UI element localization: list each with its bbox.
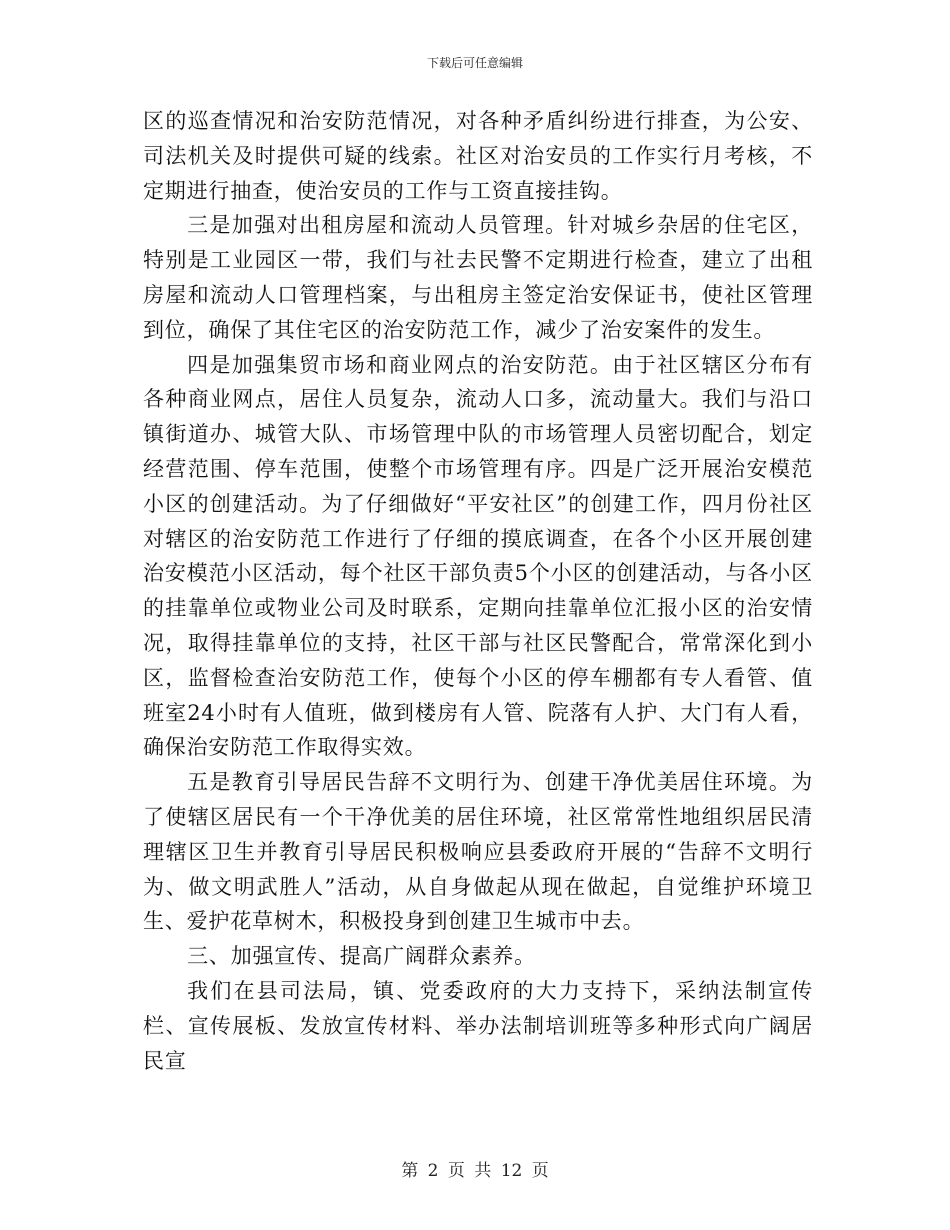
page-number: 第 2 页 共 12 页 xyxy=(401,1161,549,1181)
paragraph-3: 四是加强集贸市场和商业网点的治安防范。由于社区辖区分布有各种商业网点，居住人员复杂，流动人口多，流动量大。我们与沿口镇街道办、城管大队、市场管理中队的市场管理人员密切配合，划定经营范围、停车范围，使整个市场管理有序。四是广泛开展治安模范小区的创建活动。为了仔细做好“平安社区”的创建工作，四月份社区对辖区的治安防范工作进行了仔细的摸底调查，在各个小区开展创建治安模范小区活动，每个社区干部负责5个小区的创建活动，与各小区的挂靠单位或物业公司及时联系，定期向挂靠单位汇报小区的治安情况，取得挂靠单位的支持，社区干部与社区民警配合，常常深化到小区，监督检查治安防范工作，使每个小区的停车棚都有专人看管、值班室24小时有人值班，做到楼房有人管、院落有人护、大门有人看，确保治安防范工作取得实效。 xyxy=(143,352,813,760)
paragraph-5: 我们在县司法局，镇、党委政府的大力支持下，采纳法制宣传栏、宣传展板、发放宣传材料、举办法制培训班等多种形式向广阔居民宣 xyxy=(143,978,813,1073)
paragraph-4: 五是教育引导居民告辞不文明行为、创建干净优美居住环境。为了使辖区居民有一个干净优美的居住环境，社区常常性地组织居民清理辖区卫生并教育引导居民积极响应县委政府开展的“告辞不文明行为、做文明武胜人”活动，从自身做起从现在做起，自觉维护环境卫生、爱护花草树木，积极投身到创建卫生城市中去。 xyxy=(143,770,813,934)
document-body xyxy=(143,104,813,1078)
paragraph-1: 区的巡查情况和治安防范情况，对各种矛盾纠纷进行排查，为公安、司法机关及时提供可疑的线索。社区对治安员的工作实行月考核，不定期进行抽查，使治安员的工作与工资直接挂钩。 xyxy=(143,109,813,203)
section-heading: 三、加强宣传、提高广阔群众素养。 xyxy=(187,944,536,969)
page-header-note: 下载后可任意编辑 xyxy=(426,56,523,70)
paragraph-2: 三是加强对出租房屋和流动人员管理。针对城乡杂居的住宅区，特别是工业园区一带，我们与社去民警不定期进行检查，建立了出租房屋和流动人口管理档案，与出租房主签定治安保证书，使社区管理到位，确保了其住宅区的治安防范工作，减少了治安案件的发生。 xyxy=(143,213,813,342)
